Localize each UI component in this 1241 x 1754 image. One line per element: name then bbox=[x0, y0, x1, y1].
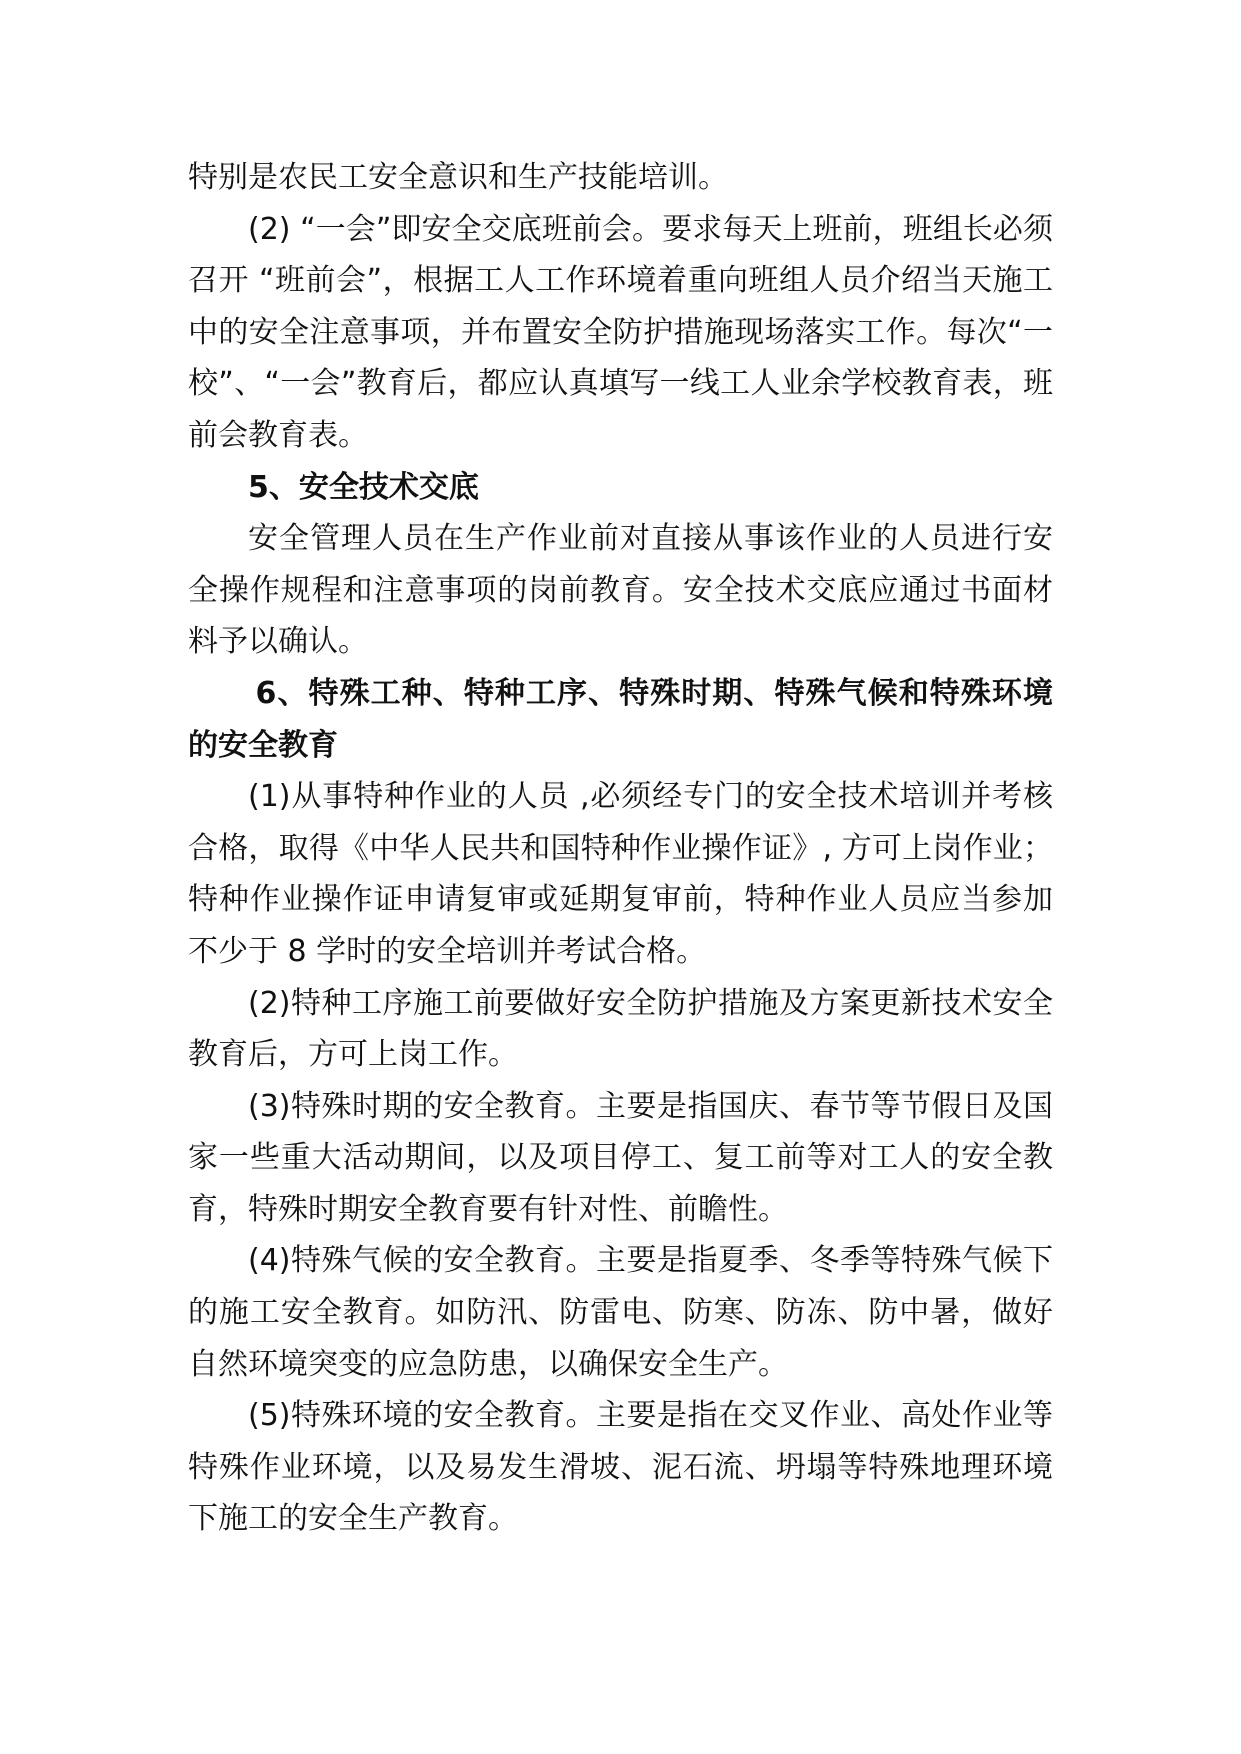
paragraph-safety-technical-briefing: 安全管理人员在生产作业前对直接从事该作业的人员进行安全操作规程和注意事项的岗前教育。安全技术交底应通过书面材料予以确认。 bbox=[188, 521, 1053, 660]
paragraph-item-6-4: (4)特殊气候的安全教育。主要是指夏季、冬季等特殊气候下的施工安全教育。如防汛、防雷电、防寒、防冻、防中暑，做好自然环境突变的应急防患，以确保安全生产。 bbox=[188, 1243, 1053, 1382]
paragraph-item-6-2: (2)特种工序施工前要做好安全防护措施及方案更新技术安全教育后，方可上岗工作。 bbox=[188, 985, 1053, 1073]
paragraph-continued: 特别是农民工安全意识和生产技能培训。 bbox=[188, 160, 728, 195]
section-heading-6: 6、特殊工种、特种工序、特殊时期、特殊气候和特殊环境的安全教育 bbox=[188, 675, 1053, 763]
section-heading-5: 5、安全技术交底 bbox=[248, 469, 479, 505]
paragraph-item-6-5: (5)特殊环境的安全教育。主要是指在交叉作业、高处作业等特殊作业环境，以及易发生滑坡、泥石流、坍塌等特殊地理环境下施工的安全生产教育。 bbox=[188, 1398, 1053, 1537]
document-page bbox=[188, 152, 1053, 1545]
paragraph-item-6-3: (3)特殊时期的安全教育。主要是指国庆、春节等节假日及国家一些重大活动期间，以及项目停工、复工前等对工人的安全教育，特殊时期安全教育要有针对性、前瞻性。 bbox=[188, 1088, 1053, 1227]
paragraph-item-6-1: (1)从事特种作业的人员 ,必须经专门的安全技术培训并考核合格，取得《中华人民共和国特种作业操作证》, 方可上岗作业；特种作业操作证申请复审或延期复审前，特种作业人员应当参加不少于 8 学时的安全培训并考试合格。 bbox=[188, 779, 1053, 969]
paragraph-item-2-shift-meeting: (2) “一会”即安全交底班前会。要求每天上班前，班组长必须召开 “班前会”，根据工人工作环境着重向班组人员介绍当天施工中的安全注意事项，并布置安全防护措施现场落实工作。每次“一校”、“一会”教育后，都应认真填写一线工人业余学校教育表，班前会教育表。 bbox=[188, 211, 1053, 453]
